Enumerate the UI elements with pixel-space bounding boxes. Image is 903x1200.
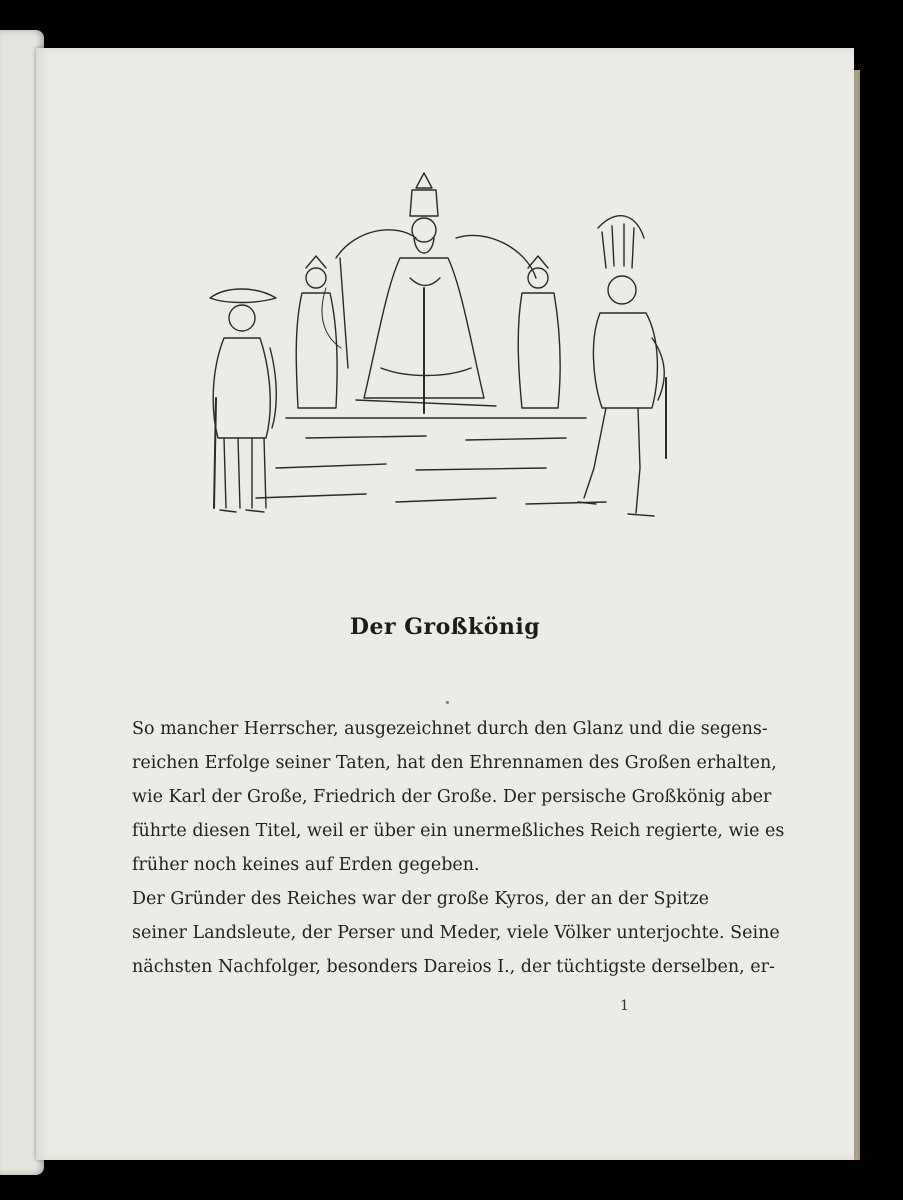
text-line: Der Gründer des Reiches war der große Kyros, der an der Spitze xyxy=(132,889,709,909)
paragraph-2 xyxy=(132,882,780,984)
paragraph-1 xyxy=(132,712,785,882)
stray-mark xyxy=(446,701,449,704)
text-line: reichen Erfolge seiner Taten, hat den Ehrennamen des Großen erhalten, xyxy=(132,753,777,773)
page-title: Der Großkönig xyxy=(349,614,541,640)
page-number: 1 xyxy=(620,998,629,1014)
text-line: früher noch keines auf Erden gegeben. xyxy=(132,855,480,875)
text-line: nächsten Nachfolger, besonders Dareios I., der tüchtigste derselben, er- xyxy=(132,957,775,977)
text-line: führte diesen Titel, weil er über ein unermeßliches Reich regierte, wie es xyxy=(132,821,785,841)
text-line: So mancher Herrscher, ausgezeichnet durch den Glanz und die segens- xyxy=(132,719,768,739)
body-text xyxy=(132,712,785,984)
text-line: seiner Landsleute, der Perser und Meder, viele Völker unterjochte. Seine xyxy=(132,923,780,943)
book-page xyxy=(36,48,854,1160)
text-line: wie Karl der Große, Friedrich der Große. Der persische Großkönig aber xyxy=(132,787,772,807)
illustration-great-king-drawing xyxy=(166,168,686,528)
